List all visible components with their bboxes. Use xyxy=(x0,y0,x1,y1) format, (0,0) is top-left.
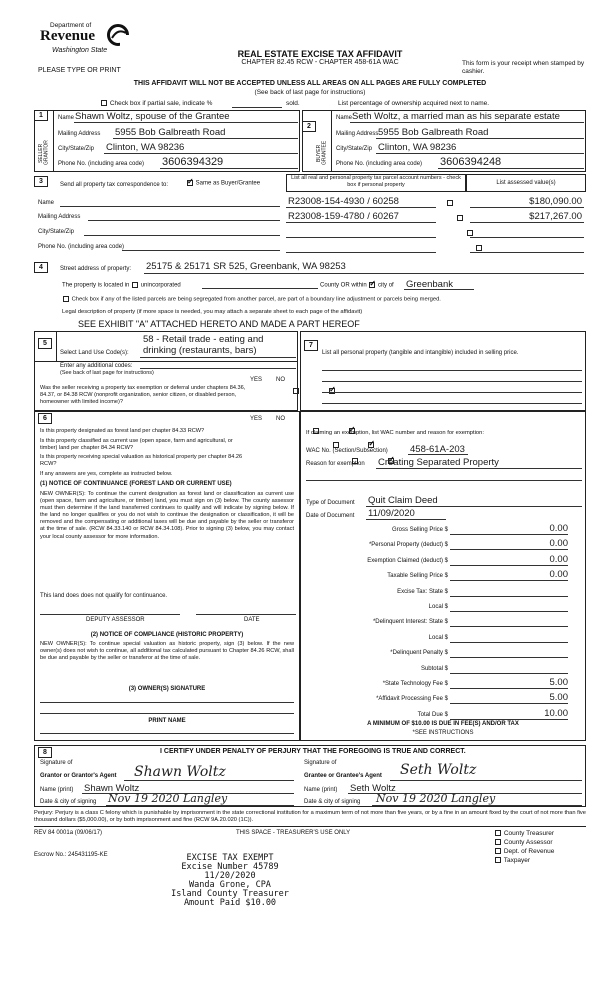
parcel-1-number[interactable]: R23008-154-4930 / 60258 xyxy=(288,196,399,207)
land-use-label: Select Land Use Code(s): xyxy=(60,350,129,356)
legal-description[interactable]: SEE EXHIBIT "A" ATTACHED HERETO AND MADE A PART HEREOF xyxy=(78,319,360,329)
land-use-code-2[interactable]: drinking (restaurants, bars) xyxy=(143,345,257,356)
grantor-signature[interactable]: Shawn Woltz xyxy=(134,764,226,780)
stamp-line-6: Amount Paid $10.00 xyxy=(183,898,277,908)
grantor-printed-name[interactable]: Shawn Woltz xyxy=(84,783,140,794)
s3-city-label: City/State/Zip xyxy=(38,229,75,235)
calc-label-6: *Delinquent Interest: State $ xyxy=(372,619,448,626)
calc-value-12[interactable]: 10.00 xyxy=(544,707,568,719)
sec7-box xyxy=(300,331,586,411)
print-name-label: PRINT NAME xyxy=(148,718,186,724)
washington-state-text: Washington State xyxy=(52,47,108,54)
doc-type[interactable]: Quit Claim Deed xyxy=(368,495,438,506)
property-city[interactable]: Greenbank xyxy=(406,279,454,290)
copy-dept-revenue: Dept. of Revenue xyxy=(494,847,554,856)
seller-phone[interactable]: 3606394329 xyxy=(162,156,224,168)
grantee-date-label: Date & city of signing xyxy=(304,799,361,805)
grantor-date-city[interactable]: Nov 19 2020 Langley xyxy=(108,792,228,805)
calc-label-3: Taxable Selling Price $ xyxy=(387,573,448,580)
copy-county-treasurer: County Treasurer xyxy=(494,829,554,838)
section-3-number: 3 xyxy=(34,176,48,187)
doc-date[interactable]: 11/09/2020 xyxy=(368,508,415,519)
send-correspondence-label: Send all property tax correspondence to: xyxy=(60,182,169,188)
personal-property-label: List all personal property (tangible and intangible) included in selling price. xyxy=(322,350,519,356)
s6-yes-head: YES xyxy=(250,416,263,422)
seller-city-label: City/State/Zip xyxy=(58,146,95,152)
buyer-phone-label: Phone No. (including area code) xyxy=(336,161,423,167)
buyer-addr-label: Mailing Address xyxy=(336,131,379,137)
see-back-text: (See back of last page for instructions) xyxy=(254,89,366,96)
section-7-number: 7 xyxy=(304,340,318,351)
section-8-number: 8 xyxy=(38,747,52,758)
dor-swirl-icon xyxy=(106,24,130,46)
s3-phone-label: Phone No. (including area code) xyxy=(38,244,125,250)
parcel-1-value[interactable]: $180,090.00 xyxy=(529,196,582,207)
s3-addr-label: Mailing Address xyxy=(38,214,81,220)
land-use-code-1[interactable]: 58 - Retail trade - eating and xyxy=(143,334,264,345)
calc-value-2[interactable]: 0.00 xyxy=(549,553,568,565)
stamp-line-1: EXCISE TAX EXEMPT xyxy=(186,853,274,863)
revenue-text: Revenue xyxy=(40,28,95,44)
perjury-text: Perjury: Perjury is a class C felony which is punishable by imprisonment in the state correctional institution for a maximum term of not more than five years, or by a fine in an amount fixed by the court of not more than five thousand dollars ($5,000.00), or by both imprisonment and fine (RCW 9A.20.020 (1C)). xyxy=(34,810,586,823)
grantee-printed-name[interactable]: Seth Woltz xyxy=(350,783,396,794)
warning-text: THIS AFFIDAVIT WILL NOT BE ACCEPTED UNLESS ALL AREAS ON ALL PAGES ARE FULLY COMPLETED xyxy=(133,80,487,87)
rev-code: REV 84 0001a (09/06/17) xyxy=(34,830,103,836)
section-4-number: 4 xyxy=(34,262,48,273)
parcel-1-personal-checkbox[interactable] xyxy=(447,200,453,206)
calc-value-1[interactable]: 0.00 xyxy=(549,538,568,550)
wac-number[interactable]: 458-61A-203 xyxy=(410,444,465,455)
assessed-header: List assessed value(s) xyxy=(496,180,556,186)
buyer-grantee-label: BUYER GRANTEE xyxy=(316,140,328,166)
parcel-2-number[interactable]: R23008-159-4780 / 60267 xyxy=(288,211,399,222)
enter-codes-label: Enter any additional codes: xyxy=(60,363,133,369)
copy-dept-revenue-checkbox[interactable] xyxy=(495,848,501,854)
partial-sale-checkbox[interactable] xyxy=(101,100,107,106)
stamp-line-3: 11/20/2020 xyxy=(204,871,256,881)
parcel-3-personal-checkbox[interactable] xyxy=(467,230,473,236)
parcel-header: List all real and personal property tax parcel account numbers - check box if personal property xyxy=(291,175,461,188)
copy-county-assessor: County Assessor xyxy=(494,838,554,847)
deputy-assessor-label: DEPUTY ASSESSOR xyxy=(86,617,145,623)
wac-label: WAC No. (Section/Subsection) xyxy=(306,448,388,454)
copies-list xyxy=(494,829,554,865)
calc-label-8: *Delinquent Penalty $ xyxy=(390,650,448,657)
calc-value-0[interactable]: 0.00 xyxy=(549,523,568,534)
calc-label-1: *Personal Property (deduct) $ xyxy=(368,542,448,549)
section-1-number: 1 xyxy=(34,110,48,121)
copy-taxpayer: Taxpayer xyxy=(494,856,554,865)
calc-label-12: Total Due $ xyxy=(417,711,448,718)
treasurer-stamp xyxy=(150,854,310,908)
grantor-name-label: Name (print) xyxy=(40,787,74,793)
calc-label-11: *Affidavit Processing Fee $ xyxy=(376,696,448,703)
grantee-signature[interactable]: Seth Woltz xyxy=(400,762,477,778)
grantor-date-label: Date & city of signing xyxy=(40,799,97,805)
county-within-row xyxy=(320,282,394,289)
calc-label-2: Exemption Claimed (deduct) $ xyxy=(367,557,448,564)
s5-q1-yes[interactable] xyxy=(293,388,299,394)
s6-no-head: NO xyxy=(276,416,285,422)
grantee-agent-label: Grantee or Grantee's Agent xyxy=(304,773,382,779)
seller-phone-label: Phone No. (including area code) xyxy=(58,161,145,167)
sold-text: sold. xyxy=(286,100,300,107)
see-instructions: *SEE INSTRUCTIONS xyxy=(412,730,474,736)
grantee-name-label: Name (print) xyxy=(304,787,338,793)
copy-taxpayer-checkbox[interactable] xyxy=(495,857,501,863)
if-yes-text: If any answers are yes, complete as instructed below. xyxy=(40,471,173,477)
copy-county-assessor-checkbox[interactable] xyxy=(495,839,501,845)
grantor-agent-label: Grantor or Grantor's Agent xyxy=(40,773,117,779)
calc-value-11[interactable]: 5.00 xyxy=(549,692,568,704)
county-or-label: County OR within xyxy=(320,282,367,289)
stamp-line-4: Wanda Grone, CPA xyxy=(189,880,271,890)
s5-question-1: Was the seller receiving a property tax exemption or deferral under chapters 84.36, 84.37, or 84.38 RCW (nonprofit organization, senior citizen, or disabled person, homeowner with limited income)? xyxy=(40,385,246,405)
calc-label-9: Subtotal $ xyxy=(420,665,448,672)
partial-sale-row xyxy=(100,100,212,107)
same-as-buyer-checkbox[interactable] xyxy=(187,180,193,186)
buyer-name[interactable]: Seth Woltz, a married man as his separate estate xyxy=(352,111,560,122)
same-as-buyer-row xyxy=(186,180,260,187)
s5-see-back: (See back of last page for instructions) xyxy=(60,370,154,376)
street-label: Street address of property: xyxy=(60,266,132,272)
notice-1-title: (1) NOTICE OF CONTINUANCE (FOREST LAND OR CURRENT USE) xyxy=(40,481,232,487)
s6-question-2: Is this property classified as current use (open space, farm and agricultural, or timber) land per chapter 84.34 RCW? xyxy=(40,438,233,451)
seller-name[interactable]: Shawn Woltz, spouse of the Grantee xyxy=(75,111,230,122)
s5-no-head: NO xyxy=(276,377,285,383)
buyer-address[interactable]: 5955 Bob Galbreath Road xyxy=(378,127,489,138)
reason-label: Reason for exemption xyxy=(306,461,365,467)
seller-address[interactable]: 5955 Bob Galbreath Road xyxy=(115,127,226,138)
stamp-line-5: Island County Treasurer xyxy=(171,889,289,899)
city-of-checkbox[interactable] xyxy=(369,282,375,288)
unincorporated-checkbox[interactable] xyxy=(132,282,138,288)
located-row xyxy=(62,282,181,289)
doc-type-label: Type of Document xyxy=(306,500,355,506)
please-type: PLEASE TYPE OR PRINT xyxy=(38,67,121,74)
grantee-date-city[interactable]: Nov 19 2020 Langley xyxy=(376,792,496,805)
parcel-4-personal-checkbox[interactable] xyxy=(476,245,482,251)
section-2-number: 2 xyxy=(302,121,316,132)
segregated-label: Check box if any of the listed parcels are being segregated from another parcel, are part of a boundary line adjustment or parcels being merged. xyxy=(71,296,441,303)
calc-value-3[interactable]: 0.00 xyxy=(549,569,568,581)
treasurer-use-only: THIS SPACE - TREASURER'S USE ONLY xyxy=(236,830,351,836)
buyer-city-label: City/State/Zip xyxy=(336,146,373,152)
deputy-date-label: DATE xyxy=(244,617,260,623)
buyer-phone[interactable]: 3606394248 xyxy=(440,156,502,168)
notice-2-body: NEW OWNER(S): To continue special valuation as historic property, sign (3) below. If the new owner(s) does not wish to continue, all additional tax calculated pursuant to Chapter 84.26 RCW, shall be due and payable by the seller or transferor at the time of sale. xyxy=(40,641,294,662)
seller-name-label: Name xyxy=(58,115,75,121)
s3-name-label: Name xyxy=(38,200,55,206)
legal-label: Legal description of property (if more space is needed, you may attach a separate sheet to each page of the affidavit) xyxy=(62,309,363,315)
list-pct-text: List percentage of ownership acquired next to name. xyxy=(338,100,490,107)
calc-label-10: *State Technology Fee $ xyxy=(382,681,448,687)
s6-question-1: Is this property designated as forest land per chapter 84.33 RCW? xyxy=(40,428,205,434)
calc-label-7: Local $ xyxy=(428,634,448,641)
exemption-reason[interactable]: Creating Separated Property xyxy=(378,457,499,468)
section-6-number: 6 xyxy=(38,413,52,424)
parcel-2-personal-checkbox[interactable] xyxy=(457,215,463,221)
seller-addr-label: Mailing Address xyxy=(58,131,101,137)
located-label: The property is located in xyxy=(62,282,130,289)
same-as-buyer-label: Same as Buyer/Grantee xyxy=(195,180,261,187)
buyer-city[interactable]: Clinton, WA 98236 xyxy=(378,142,457,153)
stamp-line-2: Excise Number 45789 xyxy=(181,862,279,872)
parcel-2-value[interactable]: $217,267.00 xyxy=(529,211,582,222)
doc-date-label: Date of Document xyxy=(306,513,355,519)
s5-yes-head: YES xyxy=(250,377,263,383)
dept-of-text: Department of xyxy=(50,22,92,29)
certify-text: I CERTIFY UNDER PENALTY OF PERJURY THAT THE FOREGOING IS TRUE AND CORRECT. xyxy=(160,748,466,755)
receipt-note: This form is your receipt when stamped by cashier. xyxy=(462,60,585,75)
claiming-label: If claiming an exemption, list WAC number and reason for exemption: xyxy=(306,430,484,436)
buyer-name-label: Name xyxy=(336,115,353,121)
unincorporated-label: unincorporated xyxy=(140,282,181,289)
street-address[interactable]: 25175 & 25171 SR 525, Greenbank, WA 98253 xyxy=(146,261,346,272)
calc-label-5: Local $ xyxy=(428,604,448,610)
segregated-checkbox[interactable] xyxy=(63,296,69,302)
segregated-row xyxy=(62,296,582,303)
seller-city[interactable]: Clinton, WA 98236 xyxy=(106,142,185,153)
escrow-number: Escrow No.: 245431195-KE xyxy=(34,852,108,858)
seller-grantor-label: SELLER GRANTOR xyxy=(38,140,50,166)
copy-county-treasurer-checkbox[interactable] xyxy=(495,830,501,836)
city-of-label: city of xyxy=(378,282,394,289)
calc-label-0: Gross Selling Price $ xyxy=(391,527,448,533)
dor-logo xyxy=(40,22,140,64)
grantee-sig-of: Signature of xyxy=(304,760,337,766)
calc-label-4: Excise Tax: State $ xyxy=(397,588,448,595)
land-qualify-text: This land does does not qualify for continuance. xyxy=(40,593,168,599)
calc-value-10[interactable]: 5.00 xyxy=(549,677,568,688)
partial-sale-label: Check box if partial sale, indicate % xyxy=(109,100,213,107)
notice-2-title: (2) NOTICE OF COMPLIANCE (HISTORIC PROPERTY) xyxy=(90,632,244,638)
section-5-number: 5 xyxy=(38,338,52,349)
form-subtitle: CHAPTER 82.45 RCW - CHAPTER 458-61A WAC xyxy=(241,59,399,66)
grantor-sig-of: Signature of xyxy=(40,760,73,766)
owner-signature-label: (3) OWNER(S) SIGNATURE xyxy=(128,686,206,692)
minimum-due: A MINIMUM OF $10.00 IS DUE IN FEE(S) AND/OR TAX xyxy=(367,721,519,727)
s6-question-3: Is this property receiving special valuation as historical property per chapter 84.26 RCW? xyxy=(40,454,243,467)
form-title: REAL ESTATE EXCISE TAX AFFIDAVIT xyxy=(237,49,403,59)
notice-1-body: NEW OWNER(S): To continue the current designation as forest land or classification as current use (open space, farm and agriculture, or timber) land, you must sign on (3) below. The county assessor must then determine if the land transferred continues to qualify and will indicate by signing below. If the land no longer qualifies or you do not wish to continue the designation or classification, it will be removed and the compensating or additional taxes will be due and payable by the seller or transferor at the time of sale. (RCW 84.33.140 or RCW 84.34.108). Prior to signing (3) below, you may contact your local county assessor for more information. xyxy=(40,491,294,540)
